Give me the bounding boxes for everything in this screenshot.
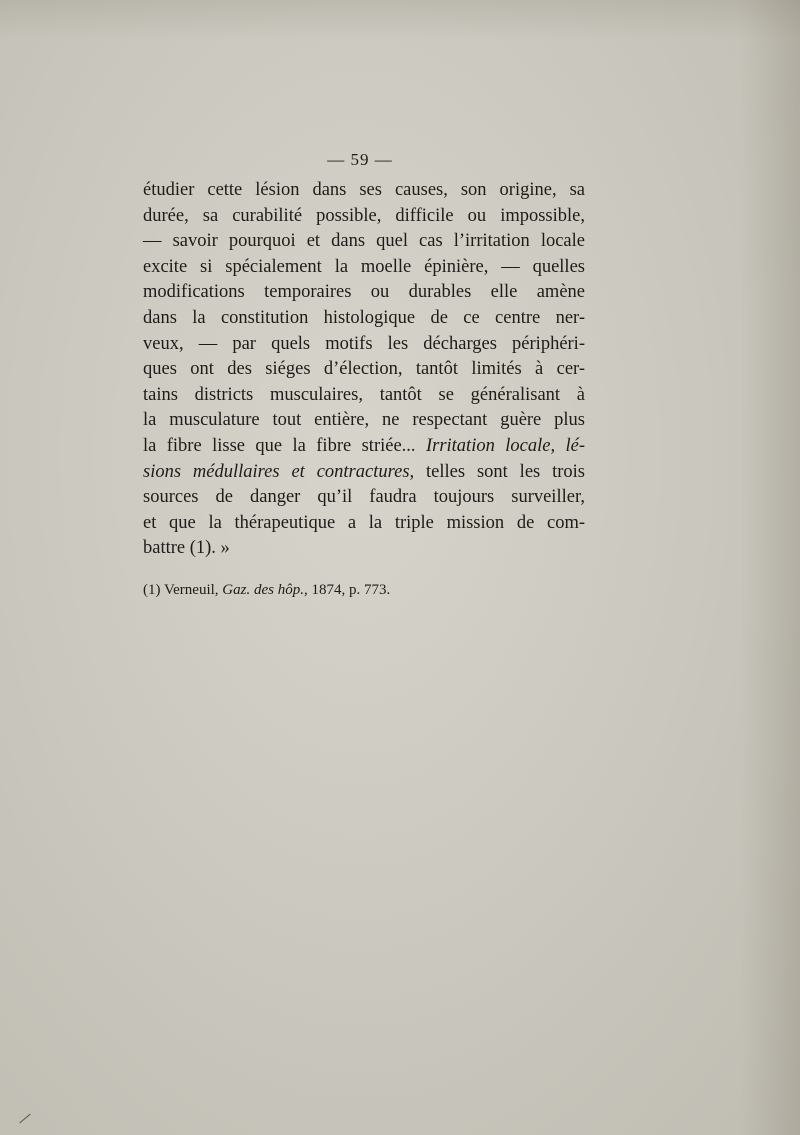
margin-mark [19,1114,30,1124]
text-line: modifications temporaires ou durables elle amène [143,282,585,303]
page-number: — 59 — [327,150,393,169]
footnote-source: Gaz. des hôp., [222,582,308,598]
text-line: sources de danger qu’il faudra toujours surveiller, [143,487,585,508]
footnote-details: 1874, p. 773. [311,582,391,598]
footnote-marker: (1) Verneuil, [143,582,219,598]
text-line: la musculature tout entière, ne respectant guère plus [143,410,585,431]
text-line: ques ont des siéges d’élection, tantôt limités à cer- [143,359,585,380]
text-line: — savoir pourquoi et dans quel cas l’irritation locale [143,231,585,252]
text-fragment: telles sont les trois [426,461,586,482]
text-line: étudier cette lésion dans ses causes, son origine, sa [143,180,585,200]
body-text [143,178,585,562]
text-line: et que la thérapeutique a la triple mission de com- [143,512,585,533]
text-fragment: la fibre lisse que la fibre striée... [143,435,416,456]
footnote [143,580,390,600]
page-shadow-right [740,0,800,1135]
italic-phrase: Irritation locale, lé- [425,435,585,456]
text-line-mixed [143,460,585,486]
text-line: dans la constitution histologique de ce centre ner- [143,307,585,328]
text-line-last: battre (1). » [143,538,230,559]
text-line: durée, sa curabilité possible, difficile ou impossible, [143,205,585,226]
text-line-mixed [143,434,585,460]
italic-phrase: sions médullaires et contractures, [143,461,415,482]
text-line: tains districts musculaires, tantôt se généralisant à [143,384,585,405]
page-shadow-top [0,0,800,40]
text-line: veux, — par quels motifs les décharges périphéri- [143,333,585,354]
text-line: excite si spécialement la moelle épinière, — quelles [143,256,585,277]
